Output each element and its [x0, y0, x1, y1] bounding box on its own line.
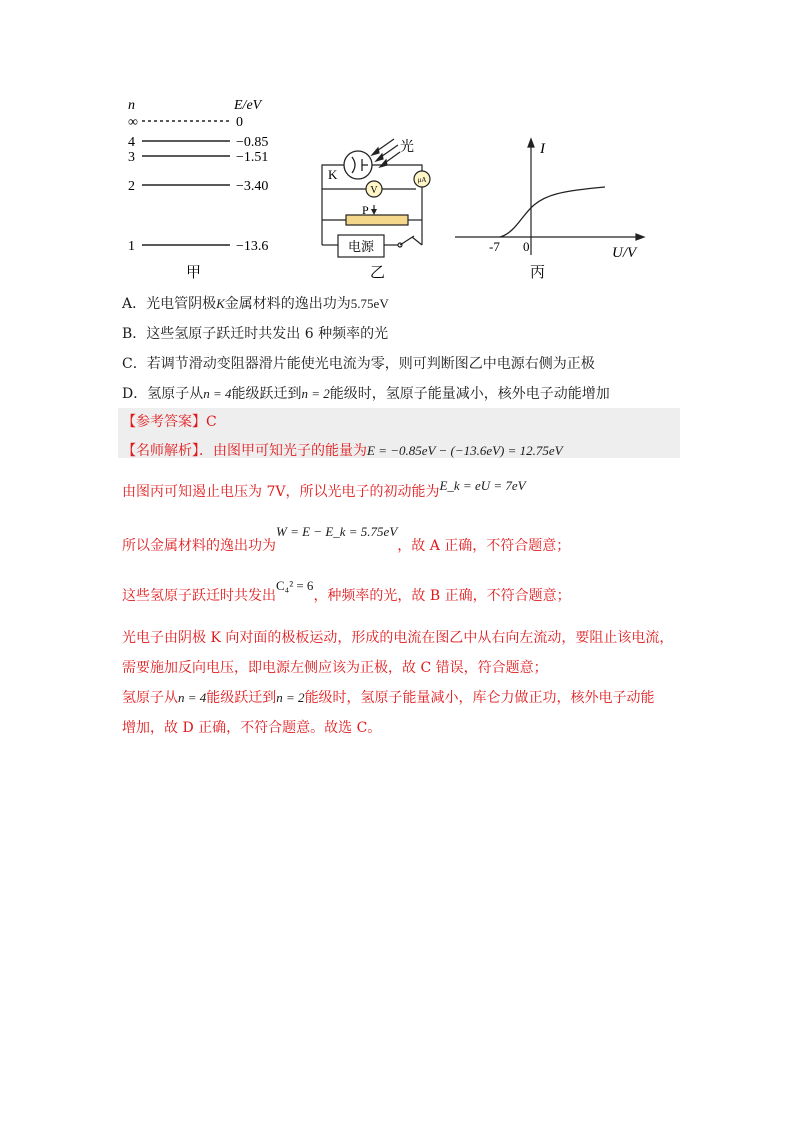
level-e-3: −3.40 — [236, 179, 269, 194]
level-e-2: −1.51 — [236, 150, 269, 165]
option-d: D．氢原子从n = 4能级跃迁到n = 2能级时，氢原子能量减小，核外电子动能增加 — [122, 386, 610, 402]
circuit-diagram — [312, 95, 437, 285]
option-c: C．若调节滑动变阻器滑片能使光电流为零，则可判断图乙中电源右侧为正极 — [122, 356, 595, 372]
tick-origin: 0 — [523, 239, 530, 254]
option-b: B．这些氢原子跃迁时共发出 6 种频率的光 — [122, 326, 389, 342]
level-e-0: 0 — [236, 115, 243, 130]
axis-e-label: E/eV — [234, 98, 262, 113]
tick-neg-7: -7 — [489, 239, 500, 254]
x-axis-label: U/V — [612, 245, 637, 261]
iu-curve — [500, 187, 605, 237]
light-label: 光 — [400, 140, 414, 155]
explanation-p1: 由图丙可知遏止电压为 7V，所以光电子的初动能为E_k = eU = 7eV — [122, 478, 526, 500]
caption-bing: 丙 — [530, 265, 546, 281]
explanation-p2: 所以金属材料的逸出功为W = E − E_k = 5.75eV，故 A 正确，不符合题意； — [122, 524, 571, 554]
energy-level-diagram — [118, 95, 288, 285]
answer-label: 【参考答案】C — [122, 414, 217, 430]
level-n-0: ∞ — [128, 115, 138, 130]
k-label: K — [328, 167, 338, 182]
caption-yi: 乙 — [370, 265, 386, 281]
p-label: P — [362, 203, 369, 217]
explanation-p4-line2: 需要施加反向电压，即电源左侧应该为正极，故 C 错误，符合题意； — [122, 660, 548, 676]
level-n-1: 4 — [128, 135, 135, 150]
axis-n-label: n — [128, 98, 135, 113]
explanation-p4-line1: 光电子由阴极 K 向对面的极板运动，形成的电流在图乙中从右向左流动，要阻止该电流， — [122, 630, 674, 646]
light-arrows — [372, 139, 400, 167]
explanation-p5-line2: 增加，故 D 正确，不符合题意。故选 C。 — [122, 720, 382, 736]
svg-text:V: V — [370, 185, 378, 196]
level-n-2: 3 — [128, 150, 135, 165]
power-source-label: 电源 — [347, 240, 375, 255]
y-axis-label: I — [540, 141, 545, 157]
explanation-p5: 氢原子从n = 4能级跃迁到n = 2能级时，氢原子能量减小，库仑力做正功，核外电子动能 — [122, 690, 655, 706]
caption-jia: 甲 — [186, 265, 202, 281]
level-n-3: 2 — [128, 179, 135, 194]
level-n-4: 1 — [128, 239, 135, 254]
svg-text:μA: μA — [417, 176, 427, 184]
analysis-line: 【名师解析】．由图甲可知光子的能量为E = −0.85eV − (−13.6eV) = 12.75eV — [122, 443, 563, 459]
level-e-4: −13.6 — [236, 239, 269, 254]
rheostat — [346, 215, 408, 225]
level-e-1: −0.85 — [236, 135, 269, 150]
explanation-p3: 这些氢原子跃迁时共发出C₄² = 6，种频率的光，故 B 正确，不符合题意； — [122, 578, 571, 604]
option-a: A．光电管阴极K金属材料的逸出功为5.75eV — [122, 296, 389, 312]
iu-curve-chart — [450, 95, 650, 285]
